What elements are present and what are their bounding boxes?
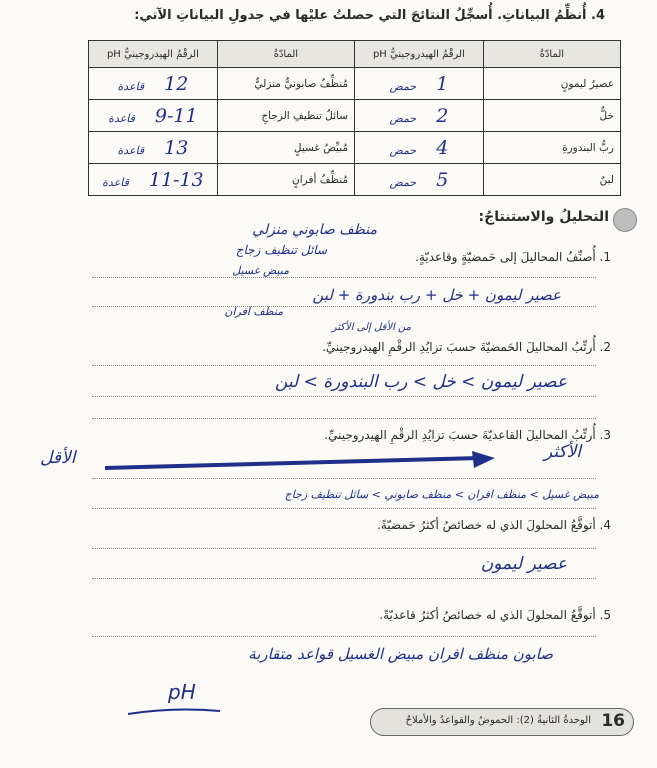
handwritten-answer: عصير ليمون xyxy=(480,554,567,574)
table-row xyxy=(89,68,621,100)
handwritten-ph: pH xyxy=(168,680,196,704)
page-number: 16 xyxy=(601,711,625,731)
handwritten-answer: مبيض غسيل xyxy=(232,264,289,277)
answer-line xyxy=(92,418,596,419)
answer-line xyxy=(92,306,596,307)
substance-cell: مُنظِّفٌ صابونيٌّ منزليٌّ xyxy=(217,68,354,100)
substance-cell: مُنظِّفُ أفرانٍ xyxy=(217,164,354,196)
handwritten-answer: سائل تنظيف زجاج xyxy=(235,243,327,257)
handwritten-answer: عصير ليمون > خل > رب البندورة > لبن xyxy=(274,372,567,392)
question-3: 3. أُرتِّبُ المحاليلَ القاعديّةَ حسبَ تزايُدِ الرقْمِ الهيدروجينيِّ. xyxy=(324,428,611,442)
ph-cell xyxy=(89,164,218,196)
header-ph-1: الرقْمُ الهيدروجينيُّ pH xyxy=(355,41,484,68)
handwritten-answer: مبيض غسيل > منظف افران > منظف صابوني > سائل تنظيف زجاج xyxy=(284,488,599,501)
page-footer xyxy=(370,708,634,736)
ph-cell xyxy=(89,132,218,164)
ph-note: قاعدة xyxy=(117,143,145,157)
ph-cell xyxy=(89,68,218,100)
table-row xyxy=(89,132,621,164)
substance-cell: خلٌّ xyxy=(483,100,620,132)
substance-cell: ربُّ البندورةِ xyxy=(483,132,620,164)
handwritten-label-most: الأكثر xyxy=(543,442,581,462)
ph-value: 11-13 xyxy=(148,168,204,191)
ph-cell xyxy=(355,164,484,196)
handwritten-answer: منظف صابوني منزلي xyxy=(252,222,377,238)
handwritten-answer: عصير ليمون + خل + رب بندورة + لبن xyxy=(312,286,561,304)
answer-line xyxy=(92,396,596,397)
substance-cell: لبنٌ xyxy=(483,164,620,196)
answer-line xyxy=(92,636,596,637)
substance-cell: سائلُ تنظيفِ الزجاجِ xyxy=(217,100,354,132)
ph-note: حمض xyxy=(389,79,417,93)
question-2: 2. أُرتِّبُ المحاليلَ الحَمضيّةَ حسبَ تزايُدِ الرقْمِ الهيدروجينيِّ. xyxy=(322,340,611,354)
ph-cell xyxy=(355,132,484,164)
ph-value: 1 xyxy=(436,72,449,95)
ph-data-table xyxy=(88,40,621,196)
table-row xyxy=(89,164,621,196)
ph-value: 4 xyxy=(436,136,449,159)
ph-note: حمض xyxy=(389,143,417,157)
ph-note: قاعدة xyxy=(117,79,145,93)
unit-title: الوحدةُ الثانيةُ (2): الحموضُ والقواعدُ والأملاحُ xyxy=(405,715,591,726)
table-header-row xyxy=(89,41,621,68)
handwritten-answer: صابون منظف افران مبيض الغسيل قواعد متقاربة xyxy=(248,645,553,663)
question-1: 1. أُصنِّفُ المحاليلَ إلى حَمضيّةٍ وقاعديّةٍ. xyxy=(415,250,611,264)
ph-value: 5 xyxy=(436,168,449,191)
header-ph-2: الرقْمُ الهيدروجينيُّ pH xyxy=(89,41,218,68)
ph-value: 13 xyxy=(164,136,189,159)
ph-cell xyxy=(355,68,484,100)
ph-value: 2 xyxy=(436,104,449,127)
handwritten-label-least: الأقل xyxy=(40,448,76,468)
header-substance-1: المادّةُ xyxy=(483,41,620,68)
header-substance-2: المادّةُ xyxy=(217,41,354,68)
answer-line xyxy=(92,578,596,579)
answer-line xyxy=(92,508,596,509)
ph-note: حمض xyxy=(389,175,417,189)
table-instruction: 4. أُنظِّمُ البياناتِ. أُسجِّلُ النتائجَ التي حصلتُ عليْها في جدولِ البياناتِ الآتي: xyxy=(134,8,605,23)
arrow-icon xyxy=(100,448,520,476)
substance-cell: عصيرُ ليمونٍ xyxy=(483,68,620,100)
answer-line xyxy=(92,548,596,549)
ph-cell xyxy=(355,100,484,132)
ph-value: 12 xyxy=(164,72,189,95)
question-5: 5. أتوقَّعُ المحلولَ الذي له خصائصُ أكثرُ قاعديّةً. xyxy=(379,608,611,622)
table-row xyxy=(89,100,621,132)
ph-note: حمض xyxy=(389,111,417,125)
answer-line xyxy=(92,365,596,366)
ph-cell xyxy=(89,100,218,132)
thinking-head-icon xyxy=(613,208,637,232)
ph-value: 9-11 xyxy=(154,104,198,127)
section-title: التحليلُ والاستنتاجُ: xyxy=(478,209,609,225)
handwritten-note: من الأقل إلى الأكثر xyxy=(331,322,411,333)
handwritten-answer: منظف افران xyxy=(224,305,283,318)
question-4: 4. أتوقَّعُ المحلولَ الذي له خصائصُ أكثرُ حَمضيّةً. xyxy=(377,518,611,532)
ph-note: قاعدة xyxy=(102,175,129,189)
answer-line xyxy=(92,478,596,479)
underline-stroke xyxy=(124,705,224,719)
answer-line xyxy=(92,277,596,278)
substance-cell: مُبيِّضُ غسيلٍ xyxy=(217,132,354,164)
ph-note: قاعدة xyxy=(108,111,135,125)
